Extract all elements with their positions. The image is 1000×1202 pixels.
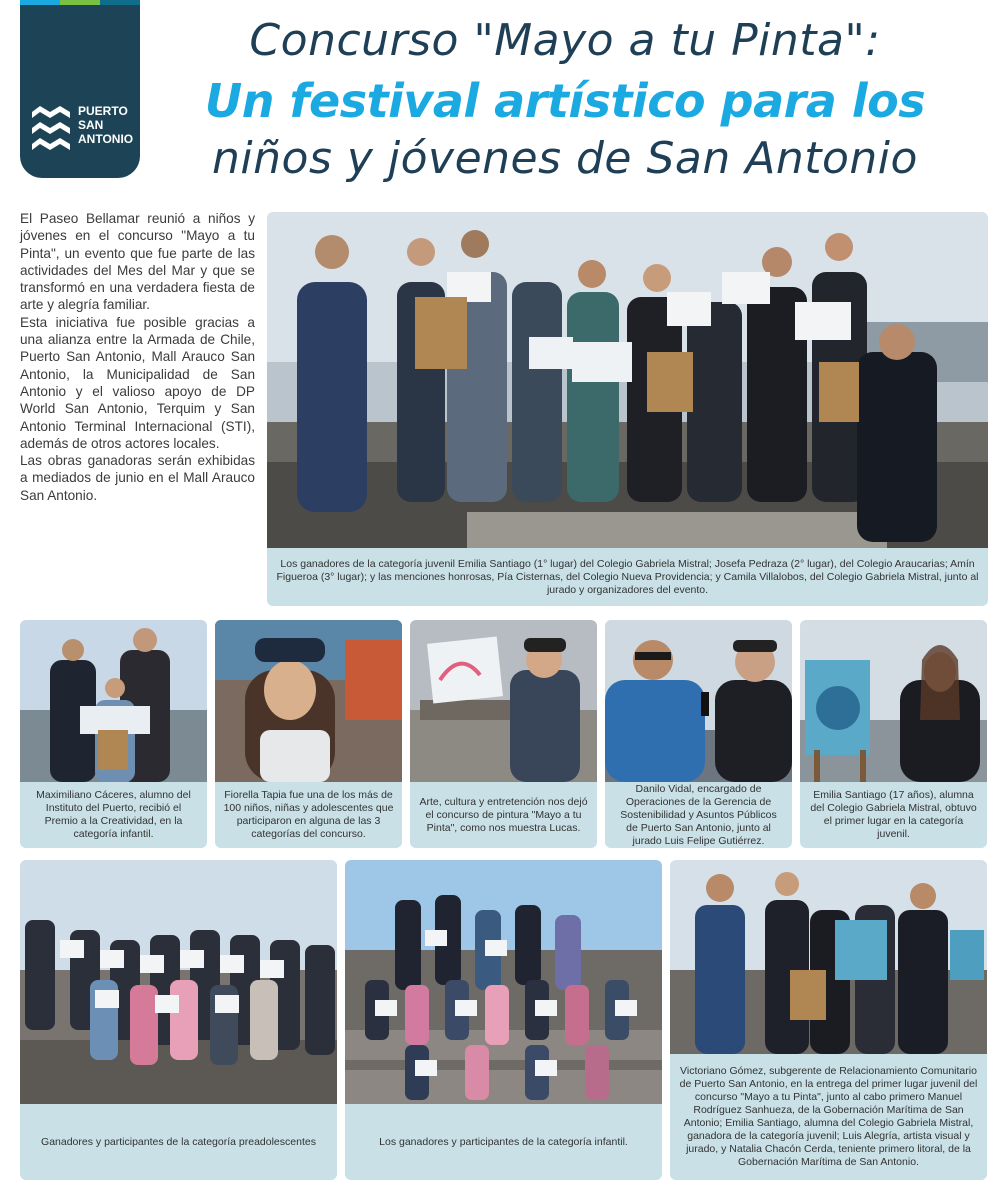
photo-emilia-caption (800, 782, 987, 848)
caption-text: Victoriano Gómez, subgerente de Relacionamiento Comunitario de Puerto San Antonio, en la entrega del primer lugar juvenil del concurso "Mayo a tu Pinta", junto al cabo primero Manuel Rodríguez Sanhueza, de la Gobernación Marítima de San Antonio; Emilia Santiago, alumna del Colegio Gabriela Mistral, ganadora de la categoría juvenil; Luis Alegría, artista visual y jurado, y Natalia Chacón Cerda, teniente primero litoral, de la Gobernación Marítima de San Antonio. (679, 1065, 978, 1168)
caption-text: Fiorella Tapia fue una de los más de 100 niños, niñas y adolescentes que participaron en alguna de las 3 categorías del concurso. (223, 789, 394, 840)
photo-image (20, 860, 337, 1104)
photo-emilia (800, 620, 987, 782)
photo-image (410, 620, 597, 782)
main-photo-caption (267, 548, 988, 606)
article-headline (150, 10, 980, 188)
logo-color-stripes (20, 0, 140, 5)
photo-infantil-caption (345, 1104, 662, 1180)
headline-line-3: niños y jóvenes de San Antonio (212, 133, 918, 184)
puerto-san-antonio-logo (20, 0, 140, 178)
photo-preadolescentes-group (20, 860, 337, 1104)
photo-fiorella (215, 620, 402, 782)
photo-image (670, 860, 987, 1054)
photo-danilo-caption (605, 782, 792, 848)
photo-victoriano-group (670, 860, 987, 1054)
caption-text: Emilia Santiago (17 años), alumna del Colegio Gabriela Mistral, obtuvo el primer lugar en la categoría juvenil. (810, 789, 977, 840)
photo-image (345, 860, 662, 1104)
photo-image (605, 620, 792, 782)
intro-text (20, 210, 255, 504)
photo-image (800, 620, 987, 782)
photo-infantil-group (345, 860, 662, 1104)
main-photo-image (267, 212, 988, 548)
logo-text-line: SAN (78, 118, 104, 132)
caption-text: Los ganadores y participantes de la categoría infantil. (379, 1135, 628, 1148)
main-group-photo (267, 212, 988, 548)
logo-wordmark (78, 104, 133, 146)
photo-danilo (605, 620, 792, 782)
caption-text: Los ganadores de la categoría juvenil Emilia Santiago (1° lugar) del Colegio Gabriela Mistral; Josefa Pedraza (2° lugar), del Colegio Araucarias; Amín Figueroa (3° lugar); y las menciones honrosas, Pía Cisternas, del Colegio Nueva Providencia; y Camila Villalobos, del Colegio Gabriela Mistral, junto al jurado y organizadores del evento. (276, 557, 979, 596)
caption-text: Ganadores y participantes de la categoría preadolescentes (41, 1135, 316, 1148)
headline-line-2: Un festival artístico para los (204, 74, 926, 128)
caption-text: Arte, cultura y entretención nos dejó el concurso de pintura "Mayo a tu Pinta", como nos muestra Lucas. (419, 795, 588, 834)
caption-text: Maximiliano Cáceres, alumno del Instituto del Puerto, recibió el Premio a la Creatividad, en la categoría infantil. (36, 789, 191, 840)
photo-image (215, 620, 402, 782)
headline-line-1: Concurso "Mayo a tu Pinta": (249, 15, 881, 66)
photo-victoriano-caption (670, 1054, 987, 1180)
photo-lucas-caption (410, 782, 597, 848)
photo-image (20, 620, 207, 782)
wave-logo-icon (30, 104, 72, 154)
intro-paragraph: Las obras ganadoras serán exhibidas a mediados de junio en el Mall Arauco San Antonio. (20, 453, 255, 503)
intro-paragraph: Esta iniciativa fue posible gracias a una alianza entre la Armada de Chile, Puerto San Antonio, Mall Arauco San Antonio, la Municipalidad de San Antonio y el valioso apoyo de DP World San Antonio, Terquim y San Antonio Terminal Internacional (STI), además de otros actores locales. (20, 314, 255, 451)
photo-lucas (410, 620, 597, 782)
photo-maximiliano (20, 620, 207, 782)
intro-paragraph: El Paseo Bellamar reunió a niños y jóvenes en el concurso "Mayo a tu Pinta", un evento que fue parte de las actividades del Mes del Mar y que se transformó en una verdadera fiesta de arte y alegría familiar. (20, 211, 255, 313)
photo-maximiliano-caption (20, 782, 207, 848)
photo-fiorella-caption (215, 782, 402, 848)
caption-text: Danilo Vidal, encargado de Operaciones de la Gerencia de Sostenibilidad y Asuntos Públicos de Puerto San Antonio, junto al jurado Luis Felipe Gutiérrez. (620, 782, 777, 847)
logo-text-line: PUERTO (78, 104, 128, 118)
photo-preadolescentes-caption (20, 1104, 337, 1180)
logo-text-line: ANTONIO (78, 132, 134, 146)
